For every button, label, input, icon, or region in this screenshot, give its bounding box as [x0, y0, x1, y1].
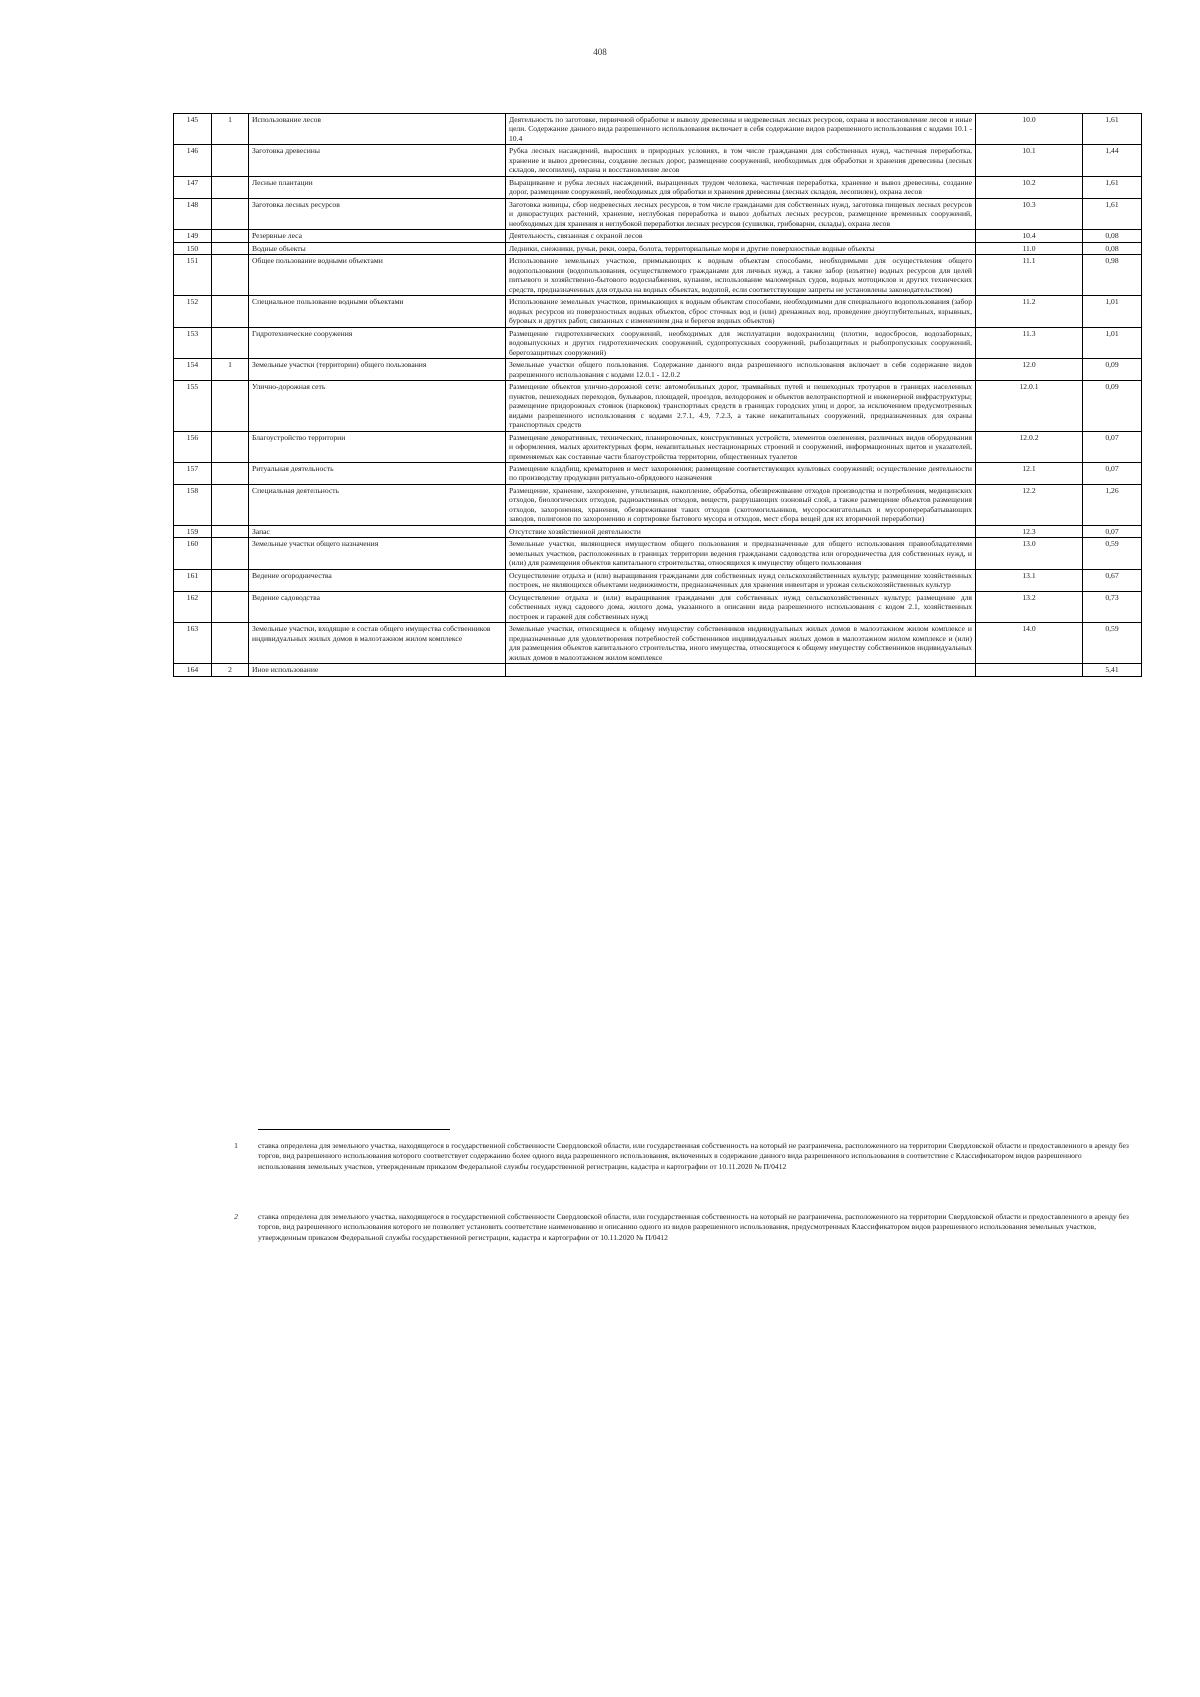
row-number: 160 [174, 538, 212, 569]
table-row [174, 145, 1142, 176]
classifier-code: 10.3 [976, 198, 1083, 229]
rate-value: 1,61 [1083, 114, 1142, 145]
land-use-rates-table [173, 113, 1142, 677]
land-use-description: Земельные участки, относящиеся к общему имуществу собственников индивидуальных жилых домов в малоэтажном жилом комплексе и предназначенные для удовлетворения потребностей собственников индивидуальных жилых домов в малоэтажном жилом комплексе и (или) для размещения объектов капитального строительства, иного имущества, относящегося к общему имуществу собственников индивидуальных жилых домов в малоэтажном жилом комплексе [506, 623, 976, 664]
classifier-code: 10.0 [976, 114, 1083, 145]
rate-value: 1,44 [1083, 145, 1142, 176]
rate-value: 0,09 [1083, 359, 1142, 381]
classifier-code: 11.1 [976, 255, 1083, 296]
footnote-reference [212, 623, 249, 664]
rate-value: 0,08 [1083, 230, 1142, 242]
rate-value: 1,26 [1083, 484, 1142, 525]
row-number: 155 [174, 381, 212, 431]
table-row [174, 623, 1142, 664]
land-use-name: Заготовка древесины [249, 145, 506, 176]
rate-value: 0,98 [1083, 255, 1142, 296]
land-use-name: Земельные участки, входящие в состав общего имущества собственников индивидуальных жилых домов в малоэтажном жилом комплексе [249, 623, 506, 664]
land-use-name: Земельные участки (территории) общего пользования [249, 359, 506, 381]
footnote-reference [212, 381, 249, 431]
land-use-description: Размещение гидротехнических сооружений, необходимых для эксплуатации водохранилищ (плотин, водосбросов, водозаборных, водовыпускных и других гидротехнических сооружений, судопропускных сооружений, рыбозащитных и рыбопропускных сооружений, берегозащитных сооружений) [506, 327, 976, 358]
land-use-name: Ритуальная деятельность [249, 462, 506, 484]
rate-value: 1,61 [1083, 198, 1142, 229]
row-number: 164 [174, 664, 212, 676]
rate-value: 0,59 [1083, 538, 1142, 569]
rate-value: 1,01 [1083, 327, 1142, 358]
footnote-reference [212, 198, 249, 229]
land-use-description: Использование земельных участков, примыкающих к водным объектам способами, необходимыми для осуществления общего водопользования (водопользования, осуществляемого гражданами для личных нужд, а также забор (изъятие) водных ресурсов для целей питьевого и хозяйственно-бытового водоснабжения, купание, использование маломерных судов, водных мотоциклов и других технических средств, предназначенных для отдыха на водных объектах, водопой, если соответствующие запреты не установлены законодательством) [506, 255, 976, 296]
classifier-code: 14.0 [976, 623, 1083, 664]
rate-value: 0,73 [1083, 591, 1142, 622]
land-use-description: Отсутствие хозяйственной деятельности [506, 525, 976, 537]
classifier-code: 13.0 [976, 538, 1083, 569]
row-number: 152 [174, 296, 212, 327]
table-row [174, 114, 1142, 145]
footnote-reference [212, 145, 249, 176]
row-number: 148 [174, 198, 212, 229]
land-use-description [506, 664, 976, 676]
rate-value: 1,01 [1083, 296, 1142, 327]
row-number: 150 [174, 242, 212, 254]
table-row [174, 538, 1142, 569]
land-use-name: Ведение садоводства [249, 591, 506, 622]
land-use-name: Земельные участки общего назначения [249, 538, 506, 569]
rate-value: 0,67 [1083, 569, 1142, 591]
land-use-description: Размещение, хранение, захоронение, утилизация, накопление, обработка, обезвреживание отходов производства и потребления, медицинских отходов, биологических отходов, радиоактивных отходов, веществ, разрушающих озоновый слой, а также размещение объектов размещения отходов, захоронения, хранения, обезвреживания таких отходов (скотомогильников, мусоросжигательных и мусороперерабатывающих заводов, полигонов по захоронению и сортировке бытового мусора и отходов, мест сбора вещей для их вторичной переработки) [506, 484, 976, 525]
rate-value: 0,59 [1083, 623, 1142, 664]
footnote-mark: 2 [234, 1212, 238, 1221]
land-use-description: Заготовка живицы, сбор недревесных лесных ресурсов, в том числе гражданами для собственных нужд, заготовка пищевых лесных ресурсов и дикорастущих растений, хранение, неглубокая переработка и вывоз добытых лесных ресурсов, размещение временных сооружений, необходимых для хранения и неглубокой переработки лесных ресурсов (сушилки, грибоварни, склады), охрана лесов [506, 198, 976, 229]
footnote-text: ставка определена для земельного участка, находящегося в государственной собственности Свердловской области, или государственная собственность на который не разграничена, расположенного на территории Свердловской области и предоставленного в аренду без торгов, вид разрешенного использования которого соответствует содержанию более одного вида разрешенного использования, включенных в содержание данного вида разрешенного использования в соответствие с Классификатором видов разрешенного использования земельных участков, утвержденным приказом Федеральной службы государственной регистрации, кадастра и картографии от 10.11.2020 № П/0412 [258, 1141, 1129, 1171]
rate-value: 5,41 [1083, 664, 1142, 676]
footnote-reference [212, 296, 249, 327]
classifier-code: 12.1 [976, 462, 1083, 484]
land-use-name: Ведение огородничества [249, 569, 506, 591]
classifier-code: 12.0 [976, 359, 1083, 381]
row-number: 156 [174, 431, 212, 462]
land-use-name: Водные объекты [249, 242, 506, 254]
land-use-description: Земельные участки, являющиеся имуществом общего пользования и предназначенные для общего использования правообладателями земельных участков, расположенных в границах территории ведения гражданами садоводства или огородничества для собственных нужд, и (или) для размещения объектов капитального строительства, относящихся к имуществу общего пользования [506, 538, 976, 569]
row-number: 146 [174, 145, 212, 176]
table-body [174, 114, 1142, 677]
classifier-code: 13.1 [976, 569, 1083, 591]
rate-value: 1,61 [1083, 176, 1142, 198]
rate-value: 0,09 [1083, 381, 1142, 431]
table-row [174, 296, 1142, 327]
land-use-name: Гидротехнические сооружения [249, 327, 506, 358]
table-row [174, 664, 1142, 676]
classifier-code [976, 664, 1083, 676]
footnote-reference [212, 176, 249, 198]
classifier-code: 10.4 [976, 230, 1083, 242]
land-use-name: Улично-дорожная сеть [249, 381, 506, 431]
footnote-reference [212, 230, 249, 242]
footnote-reference [212, 327, 249, 358]
rate-value: 0,07 [1083, 525, 1142, 537]
row-number: 163 [174, 623, 212, 664]
footnote-reference [212, 591, 249, 622]
table-row [174, 484, 1142, 525]
land-use-name: Использование лесов [249, 114, 506, 145]
rate-value: 0,08 [1083, 242, 1142, 254]
land-use-description: Рубка лесных насаждений, выросших в природных условиях, в том числе гражданами для собственных нужд, частичная переработка, хранение и вывоз древесины, создание лесных дорог, размещение сооружений, необходимых для обработки и хранения древесины (лесных складов, лесопилен), охрана и восстановление лесов [506, 145, 976, 176]
land-use-name: Общее пользование водными объектами [249, 255, 506, 296]
land-use-description: Деятельность по заготовке, первичной обработке и вывозу древесины и недревесных лесных ресурсов, охрана и восстановление лесов и иные цели. Содержание данного вида разрешенного использования включает в себя содержание видов разрешенного использования с кодами 10.1 - 10.4 [506, 114, 976, 145]
footnote-separator [258, 1129, 450, 1130]
footnote-reference [212, 538, 249, 569]
footnote-reference [212, 255, 249, 296]
table-row [174, 327, 1142, 358]
rate-value: 0,07 [1083, 431, 1142, 462]
classifier-code: 12.2 [976, 484, 1083, 525]
table-row [174, 591, 1142, 622]
table-row [174, 242, 1142, 254]
row-number: 157 [174, 462, 212, 484]
land-use-description: Ледники, снежники, ручьи, реки, озера, болота, территориальные моря и другие поверхностные водные объекты [506, 242, 976, 254]
table-row [174, 176, 1142, 198]
footnote-reference [212, 431, 249, 462]
footnote-reference: 2 [212, 664, 249, 676]
footnote [230, 1141, 1130, 1172]
row-number: 162 [174, 591, 212, 622]
land-use-name: Запас [249, 525, 506, 537]
footnote-text: ставка определена для земельного участка, находящегося в государственной собственности Свердловской области, или государственная собственность на который не разграничена, расположенного на территории Свердловской области и предоставленного в аренду без торгов, вид разрешенного использования которого не позволяет установить соответствие наименованию и описанию одного из видов разрешенного использования, предусмотренных Классификатором видов разрешенного использования земельных участков, утвержденным приказом Федеральной службы государственной регистрации, кадастра и картографии от 10.11.2020 № П/0412 [258, 1212, 1129, 1242]
classifier-code: 11.3 [976, 327, 1083, 358]
row-number: 159 [174, 525, 212, 537]
land-use-description: Выращивание и рубка лесных насаждений, выращенных трудом человека, частичная переработка, хранение и вывоз древесины, создание дорог, размещение сооружений, необходимых для обработки и хранения древесины (лесных складов, лесопилен), охрана лесов [506, 176, 976, 198]
table-row [174, 198, 1142, 229]
classifier-code: 11.2 [976, 296, 1083, 327]
page-number: 408 [593, 47, 607, 57]
table-row [174, 230, 1142, 242]
land-use-description: Размещение декоративных, технических, планировочных, конструктивных устройств, элементов озеленения, различных видов оборудования и оформления, малых архитектурных форм, некапитальных нестационарных строений и сооружений, информационных щитов и указателей, применяемых как составные части благоустройства территории, общественных туалетов [506, 431, 976, 462]
table-row [174, 569, 1142, 591]
footnote-mark: 1 [234, 1141, 238, 1150]
land-use-name: Специальная деятельность [249, 484, 506, 525]
land-use-description: Деятельность, связанная с охраной лесов [506, 230, 976, 242]
land-use-description: Размещение объектов улично-дорожной сети: автомобильных дорог, трамвайных путей и пешеходных тротуаров в границах населенных пунктов, пешеходных переходов, бульваров, площадей, проездов, велодорожек и объектов велотранспортной и инженерной инфраструктуры; размещение придорожных стоянок (парковок) транспортных средств в границах городских улиц и дорог, за исключением предусмотренных видами разрешенного использования с кодами 2.7.1, 4.9, 7.2.3, а также некапитальных сооружений, предназначенных для охраны транспортных средств [506, 381, 976, 431]
land-use-name: Специальное пользование водными объектами [249, 296, 506, 327]
table-row [174, 359, 1142, 381]
row-number: 161 [174, 569, 212, 591]
footnote-reference: 1 [212, 359, 249, 381]
table-row [174, 255, 1142, 296]
land-use-description: Земельные участки общего пользования. Содержание данного вида разрешенного использования включает в себя содержание видов разрешенного использования с кодами 12.0.1 - 12.0.2 [506, 359, 976, 381]
row-number: 154 [174, 359, 212, 381]
table-row [174, 462, 1142, 484]
classifier-code: 10.2 [976, 176, 1083, 198]
footnote-reference [212, 242, 249, 254]
land-use-name: Иное использование [249, 664, 506, 676]
classifier-code: 11.0 [976, 242, 1083, 254]
footnote-reference [212, 484, 249, 525]
row-number: 149 [174, 230, 212, 242]
row-number: 151 [174, 255, 212, 296]
row-number: 145 [174, 114, 212, 145]
table-row [174, 525, 1142, 537]
footnote-reference [212, 569, 249, 591]
land-use-description: Размещение кладбищ, крематориев и мест захоронения; размещение соответствующих культовых сооружений; осуществление деятельности по производству продукции ритуально-обрядового назначения [506, 462, 976, 484]
footnote [230, 1212, 1130, 1243]
land-use-name: Заготовка лесных ресурсов [249, 198, 506, 229]
land-use-name: Резервные леса [249, 230, 506, 242]
classifier-code: 12.3 [976, 525, 1083, 537]
land-use-name: Благоустройство территории [249, 431, 506, 462]
footnote-reference [212, 525, 249, 537]
classifier-code: 13.2 [976, 591, 1083, 622]
row-number: 147 [174, 176, 212, 198]
footnote-reference [212, 462, 249, 484]
row-number: 153 [174, 327, 212, 358]
table-row [174, 381, 1142, 431]
classifier-code: 10.1 [976, 145, 1083, 176]
table-row [174, 431, 1142, 462]
land-use-name: Лесные плантации [249, 176, 506, 198]
classifier-code: 12.0.1 [976, 381, 1083, 431]
rate-value: 0,07 [1083, 462, 1142, 484]
land-use-description: Использование земельных участков, примыкающих к водным объектам способами, необходимыми для специального водопользования (забор водных ресурсов из поверхностных водных объектов, сброс сточных вод и (или) дренажных вод, проведение дноуглубительных, взрывных, буровых и других работ, связанных с изменением дна и берегов водных объектов) [506, 296, 976, 327]
land-use-description: Осуществление отдыха и (или) выращивания гражданами для собственных нужд сельскохозяйственных культур; размещение хозяйственных построек, не являющихся объектами недвижимости, предназначенных для хранения инвентаря и урожая сельскохозяйственных культур [506, 569, 976, 591]
classifier-code: 12.0.2 [976, 431, 1083, 462]
row-number: 158 [174, 484, 212, 525]
footnote-reference: 1 [212, 114, 249, 145]
land-use-description: Осуществление отдыха и (или) выращивания гражданами для собственных нужд сельскохозяйственных культур; размещение для собственных нужд садового дома, жилого дома, указанного в описании вида разрешенного использования с кодом 2.1, хозяйственных построек и гаражей для собственных нужд [506, 591, 976, 622]
